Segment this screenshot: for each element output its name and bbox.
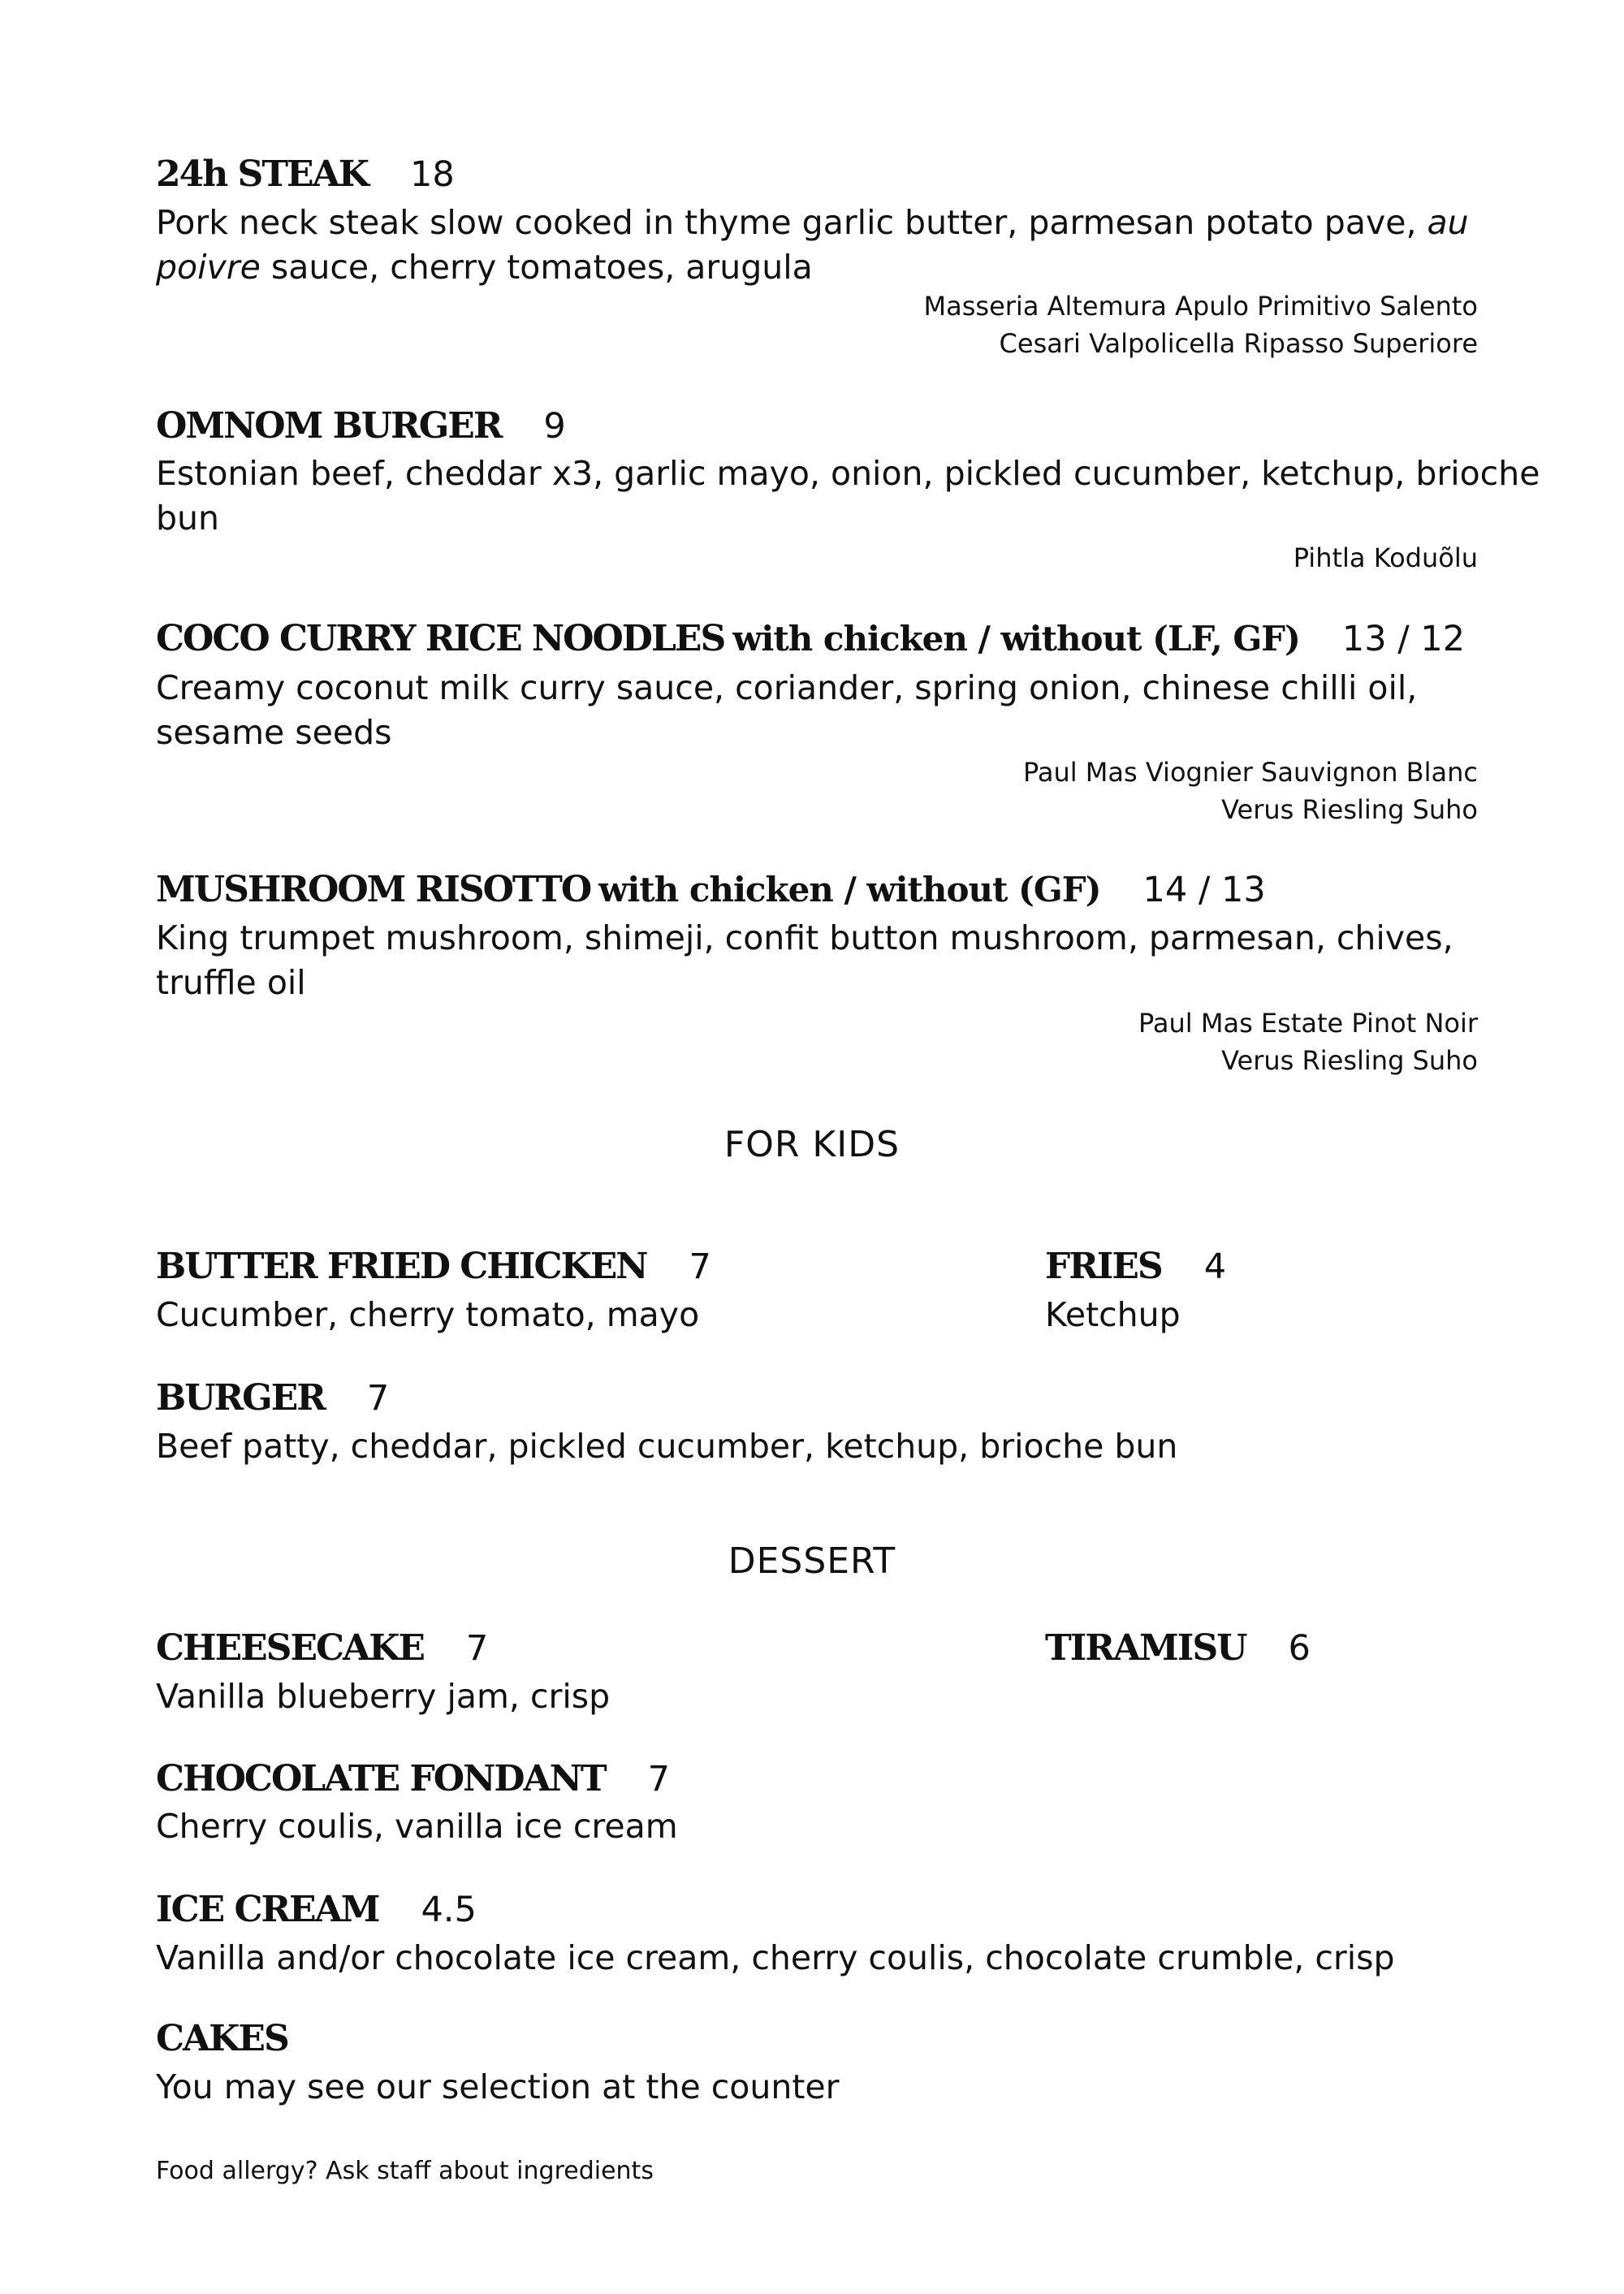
menu-item-butter-fried-chicken — [156, 1242, 711, 1291]
item-name: ICE CREAM — [156, 1889, 379, 1930]
item-name: FRIES — [1045, 1246, 1162, 1287]
item-modifier: with chicken / without (GF) — [598, 870, 1101, 909]
menu-item-chocolate-fondant — [156, 1755, 670, 1804]
item-name: OMNOM BURGER — [156, 405, 502, 447]
menu-item-cakes — [156, 2015, 288, 2063]
item-name: MUSHROOM RISOTTO — [156, 869, 591, 910]
item-description: You may see our selection at the counter — [156, 2067, 840, 2106]
item-price: 7 — [647, 1759, 670, 1799]
wine-name: Paul Mas Viognier Sauvignon Blanc — [1022, 757, 1478, 788]
section-heading-kids: FOR KIDS — [723, 1124, 901, 1165]
menu-item-ice-cream — [156, 1886, 477, 1934]
item-description: Cherry coulis, vanilla ice cream — [156, 1807, 678, 1846]
wine-name: Verus Riesling Suho — [1221, 1045, 1478, 1076]
item-name: 24h STEAK — [156, 153, 368, 195]
item-price: 13 / 12 — [1341, 619, 1466, 659]
item-description: King trumpet mushroom, shimeji, confit button mushroom, parmesan, chives, truffle oil — [156, 918, 1453, 1002]
wine-pairing — [1138, 1004, 1478, 1079]
item-description: Creamy coconut milk curry sauce, coriander, spring onion, chinese chilli oil, sesame seeds — [156, 668, 1418, 752]
menu-item-coco-curry-noodles — [156, 615, 1465, 663]
item-price: 4 — [1203, 1246, 1227, 1287]
section-heading-dessert: DESSERT — [728, 1540, 896, 1582]
menu-item-tiramisu — [1045, 1624, 1311, 1673]
item-description: Beef patty, cheddar, pickled cucumber, ketchup, brioche bun — [156, 1427, 1178, 1466]
item-price: 7 — [689, 1246, 711, 1287]
item-modifier: with chicken / without (LF, GF) — [732, 619, 1300, 659]
item-description: Vanilla and/or chocolate ice cream, cherry coulis, chocolate crumble, crisp — [156, 1938, 1395, 1977]
item-name: CHEESECAKE — [156, 1627, 424, 1669]
item-price: 7 — [366, 1378, 390, 1419]
item-name: BUTTER FRIED CHICKEN — [156, 1246, 647, 1287]
item-price: 4.5 — [421, 1890, 477, 1930]
item-name: CHOCOLATE FONDANT — [156, 1758, 606, 1799]
item-price: 14 / 13 — [1142, 870, 1266, 910]
item-description: Cucumber, cherry tomato, mayo — [156, 1295, 700, 1334]
wine-name: Paul Mas Estate Pinot Noir — [1138, 1008, 1478, 1039]
item-name: TIRAMISU — [1045, 1627, 1246, 1669]
wine-name: Verus Riesling Suho — [1221, 794, 1478, 825]
wine-pairing — [1023, 754, 1478, 828]
item-description: Ketchup — [1045, 1295, 1181, 1334]
menu-item-kids-burger — [156, 1374, 389, 1423]
item-price: 7 — [465, 1628, 489, 1669]
item-price: 18 — [409, 154, 455, 195]
item-description: Vanilla blueberry jam, crisp — [156, 1677, 611, 1716]
item-name: CAKES — [156, 2018, 288, 2059]
wine-name: Cesari Valpolicella Ripasso Superiore — [999, 328, 1478, 359]
wine-name: Masseria Altemura Apulo Primitivo Salento — [923, 291, 1478, 322]
menu-item-mushroom-risotto — [156, 866, 1266, 914]
item-description: Estonian beef, cheddar x3, garlic mayo, onion, pickled cucumber, ketchup, brioche bun — [156, 454, 1540, 538]
menu-item-omnom-burger — [156, 402, 566, 451]
wine-pairing — [924, 287, 1478, 362]
menu-item-steak — [156, 150, 455, 199]
menu-item-fries — [1045, 1242, 1226, 1291]
item-name: BURGER — [156, 1377, 325, 1419]
item-description: Pork neck steak slow cooked in thyme garlic butter, parmesan potato pave, au poivre sauce, cherry tomatoes, arugula — [156, 203, 1469, 287]
wine-name: Pihtla Koduõlu — [1293, 542, 1478, 573]
menu-item-cheesecake — [156, 1624, 488, 1673]
item-price: 6 — [1288, 1628, 1311, 1669]
item-price: 9 — [543, 406, 566, 447]
item-name: COCO CURRY RICE NOODLES — [156, 618, 725, 659]
wine-pairing — [1294, 539, 1478, 577]
allergy-note: Food allergy? Ask staff about ingredients — [156, 2157, 654, 2185]
